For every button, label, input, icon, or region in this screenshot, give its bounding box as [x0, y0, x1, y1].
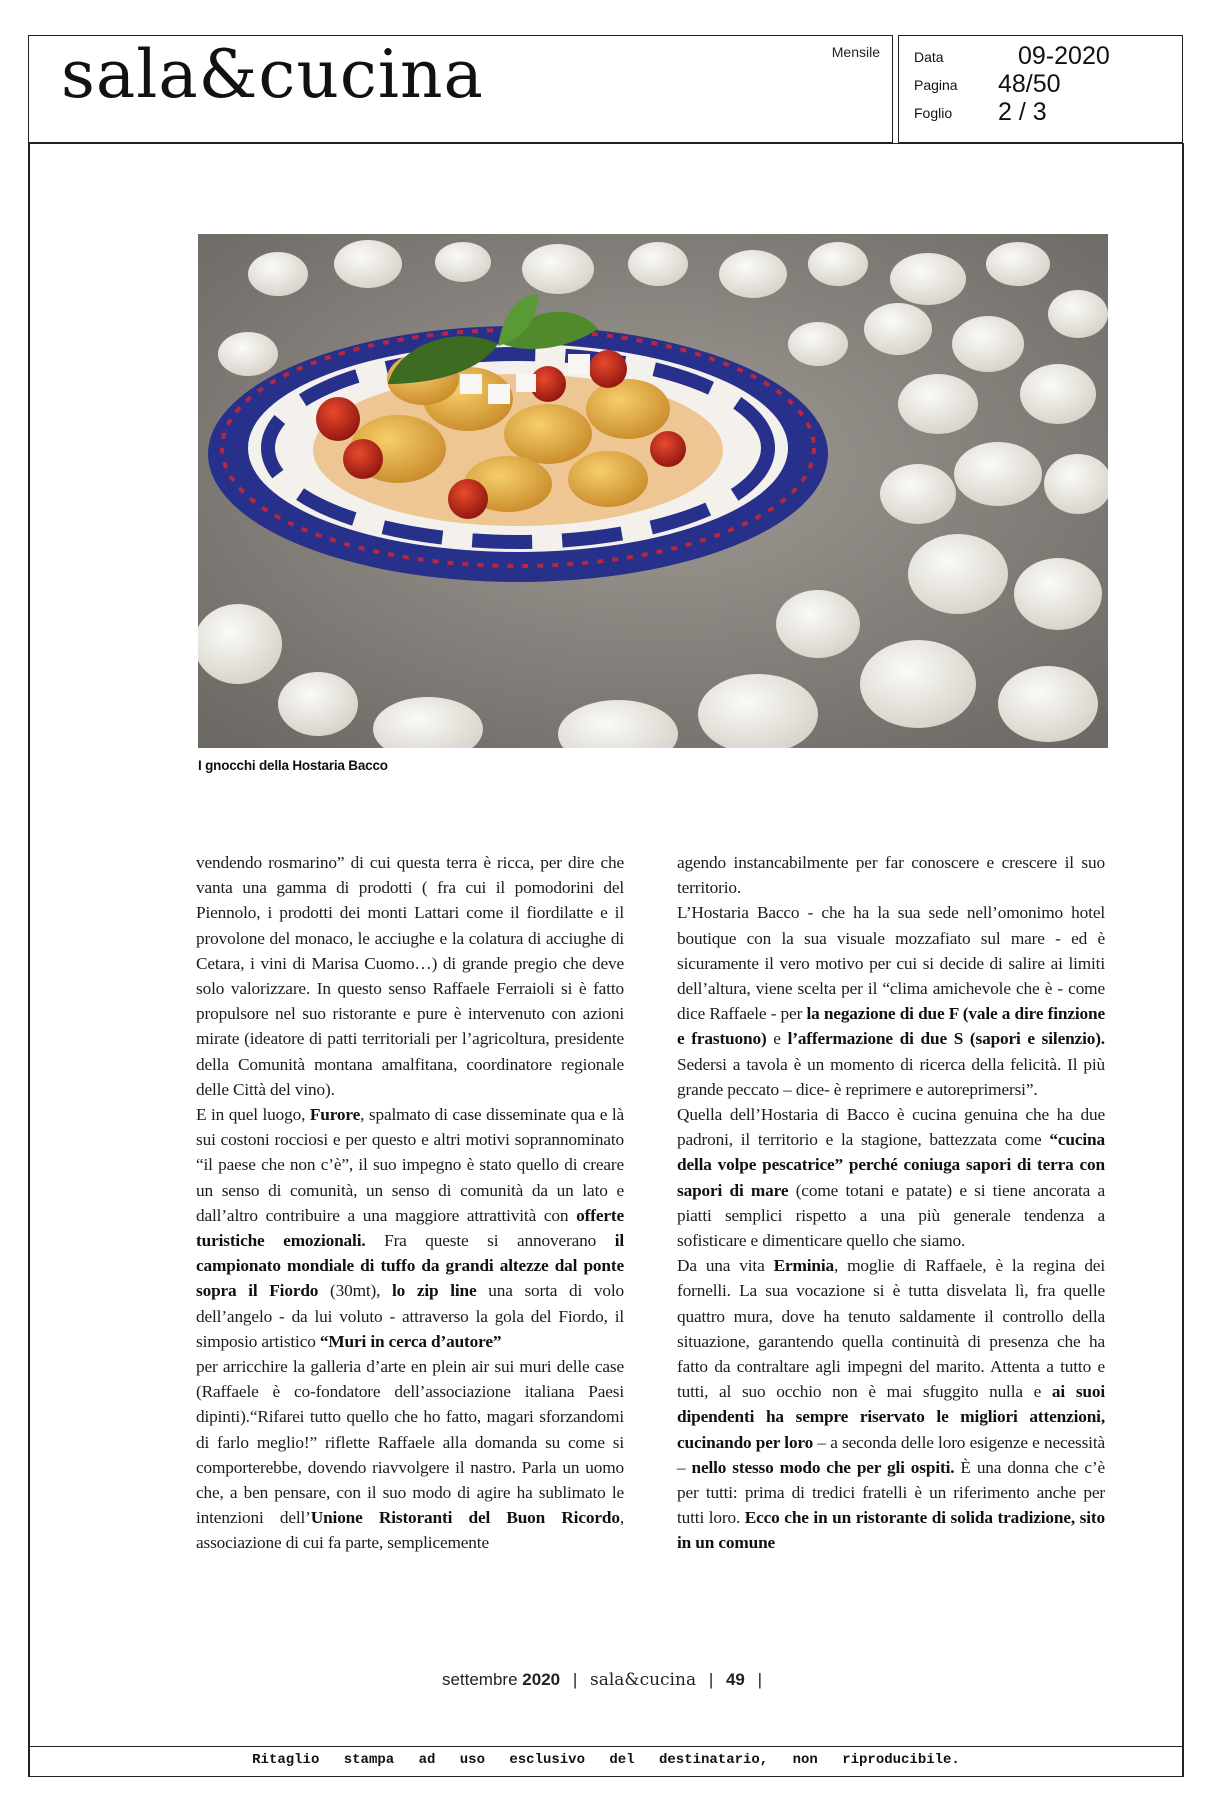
article-run: Sedersi a tavola è un momento di ricerca della felicità. Il più grande peccato – dice- è reprimere e autoreprimersi”.	[677, 1054, 1105, 1099]
article-column-left	[196, 850, 624, 1556]
gnocchi-photo	[198, 234, 1108, 748]
folio-separator: |	[708, 1670, 714, 1689]
article-run: vendendo rosmarino” di cui questa terra è ricca, per dire che vanta una gamma di prodotti ( fra cui il pomodorini del Piennolo, i prodotti dei monti Lattari come il fiordilatte e il provolone del monaco, le acciughe e la colatura di acciughe di Cetara, i vini di Marisa Cuomo…) di grande pregio che deve solo valorizzare. In questo senso Raffaele Ferraioli si è fatto propulsore nel suo ristorante e pure è intervenuto con azioni mirate (ideatore di patti territoriali per l’agricoltura, presidente della Comunità montana amalfitana, coordinatore regionale delle Città del vino).	[196, 853, 624, 1099]
article-paragraph	[677, 1102, 1105, 1253]
article-bold-run: “cucina della volpe pescatrice” perché coniuga sapori di terra con sapori di mare	[677, 1130, 1105, 1200]
folio-month: settembre	[441, 1670, 518, 1689]
article-run: , associazione di cui fa parte, semplicemente	[196, 1508, 624, 1553]
article-run: (come totani e patate) e si tiene ancorata a piatti semplici rispetto a una più generale tendenza a sofisticare e dimenticare quello che siamo.	[677, 1180, 1105, 1251]
article-bold-run: offerte turistiche emozionali.	[196, 1205, 624, 1251]
article-run: agendo instancabilmente per far conoscere e crescere il suo territorio.	[677, 853, 1105, 898]
article-bold-run: Furore	[309, 1105, 361, 1125]
foglio-value: 2 / 3	[998, 98, 1047, 126]
pagina-label: Pagina	[914, 76, 958, 93]
article-run: L’Hostaria Bacco - che ha la sua sede nell’omonimo hotel boutique con la sua visuale mozzafiato sul mare - ed è sicuramente il vero motivo per cui si decide di salire ai limiti dell’altura, viene scelta per il “clima amichevole che è - come dice Raffaele - per	[677, 903, 1105, 1024]
article-run: (30mt),	[318, 1281, 393, 1301]
article-paragraph	[677, 1253, 1105, 1555]
folio-page-number: 49	[725, 1670, 745, 1689]
frequency-label: Mensile	[831, 44, 880, 60]
data-value: 09-2020	[1018, 42, 1110, 70]
article-bold-run: Unione Ristoranti del Buon Ricordo	[310, 1508, 620, 1528]
article-bold-run: lo zip line	[392, 1281, 477, 1301]
article-paragraph	[677, 900, 1105, 1102]
article-run: e	[766, 1029, 788, 1049]
header-rule	[28, 143, 1183, 144]
foglio-label: Foglio	[914, 104, 953, 121]
masthead-box	[28, 35, 893, 143]
article-run: Quella dell’Hostaria di Bacco è cucina genuina che ha due padroni, il territorio e la stagione, battezzata come	[677, 1105, 1105, 1150]
folio-separator: |	[572, 1670, 578, 1689]
article-run: Fra queste si annoverano	[365, 1231, 615, 1251]
gnocchi-plate-illustration	[198, 234, 1108, 748]
data-label: Data	[914, 48, 944, 65]
article-bold-run: ai suoi dipendenti ha sempre riservato le migliori attenzioni, cucinando per loro	[677, 1382, 1105, 1452]
metadata-box	[898, 35, 1183, 143]
article-bold-run: Ecco che in un ristorante di solida tradizione, sito in un comune	[677, 1508, 1105, 1553]
folio-separator: |	[757, 1670, 763, 1689]
folio-brand: sala&cucina	[590, 1670, 697, 1690]
article-paragraph	[677, 850, 1105, 900]
data-row	[914, 42, 1110, 71]
article-run: – a seconda delle loro esigenze e necessità –	[677, 1432, 1106, 1477]
photo-caption: I gnocchi della Hostaria Bacco	[198, 758, 388, 773]
article-run: Da una vita	[677, 1256, 774, 1276]
masthead-title: sala&cucina	[61, 36, 484, 113]
article-paragraph	[196, 1102, 624, 1354]
article-column-right	[677, 850, 1105, 1556]
article-bold-run: “Muri in cerca d’autore”	[319, 1331, 502, 1351]
foglio-row	[914, 98, 1047, 127]
article-paragraph	[196, 850, 624, 1102]
reproduction-notice: Ritaglio stampa ad uso esclusivo del destinatario, non riproducibile.	[252, 1752, 960, 1768]
pagina-value: 48/50	[998, 70, 1061, 98]
article-run: , moglie di Raffaele, è la regina dei fornelli. La sua vocazione si è tutta disvelata lì, fra quelle quattro mura, dove ha tenuto saldamente il controllo della situazione, garantendo quella continuità di presenza che ha fatto da contraltare agli impegni del marito. Attenta a tutto e tutti, al suo occhio non è mai sfuggito nulla e	[677, 1256, 1105, 1402]
article-run: È una donna che c’è per tutti: prima di tredici fratelli è un riferimento anche per tutti loro.	[677, 1457, 1105, 1528]
page-folio	[0, 1670, 1212, 1690]
article-run: una sorta di volo dell’angelo - da lui voluto - attraverso la gola del Fiordo, il simposio artistico	[196, 1281, 624, 1351]
frame-left	[28, 143, 30, 1777]
article-paragraph	[196, 1354, 624, 1556]
bottom-rule	[28, 1776, 1183, 1777]
article-run: , spalmato di case disseminate qua e là sui costoni rocciosi e per questo e altri motivi soprannominato “il paese che non c’è”, il suo impegno è stato quello di creare un senso di comunità, un senso di comunità da un lato e dall’altro contribuire a una maggiore attrattività con	[196, 1105, 624, 1225]
pagina-row	[914, 70, 1061, 99]
article-run: per arricchire la galleria d’arte en plein air sui muri delle case (Raffaele è co-fondatore dell’associazione italiana Paesi dipinti).	[196, 1357, 624, 1427]
notice-rule	[28, 1746, 1183, 1747]
article-bold-run: nello stesso modo che per gli ospiti.	[691, 1457, 955, 1477]
article-run: E in quel luogo,	[196, 1105, 310, 1125]
article-bold-run: la negazione di due F (vale a dire finzione e frastuono)	[677, 1004, 1105, 1049]
folio-year: 2020	[522, 1670, 561, 1689]
article-bold-run: l’affermazione di due S (sapori e silenzio).	[787, 1029, 1105, 1049]
article-bold-run: il campionato mondiale di tuffo da grandi altezze dal ponte sopra il Fiordo	[196, 1231, 624, 1301]
frame-right	[1182, 143, 1184, 1777]
article-run: “Rifarei tutto quello che ho fatto, magari sforzandomi di farlo meglio!” riflette Raffaele alla domanda su come si comporterebbe, dovendo riavvolgere il nastro. Parla un uomo che, a ben pensare, con il suo modo di agire ha sublimato le intenzioni dell’	[196, 1407, 624, 1528]
article-bold-run: Erminia	[773, 1256, 834, 1276]
